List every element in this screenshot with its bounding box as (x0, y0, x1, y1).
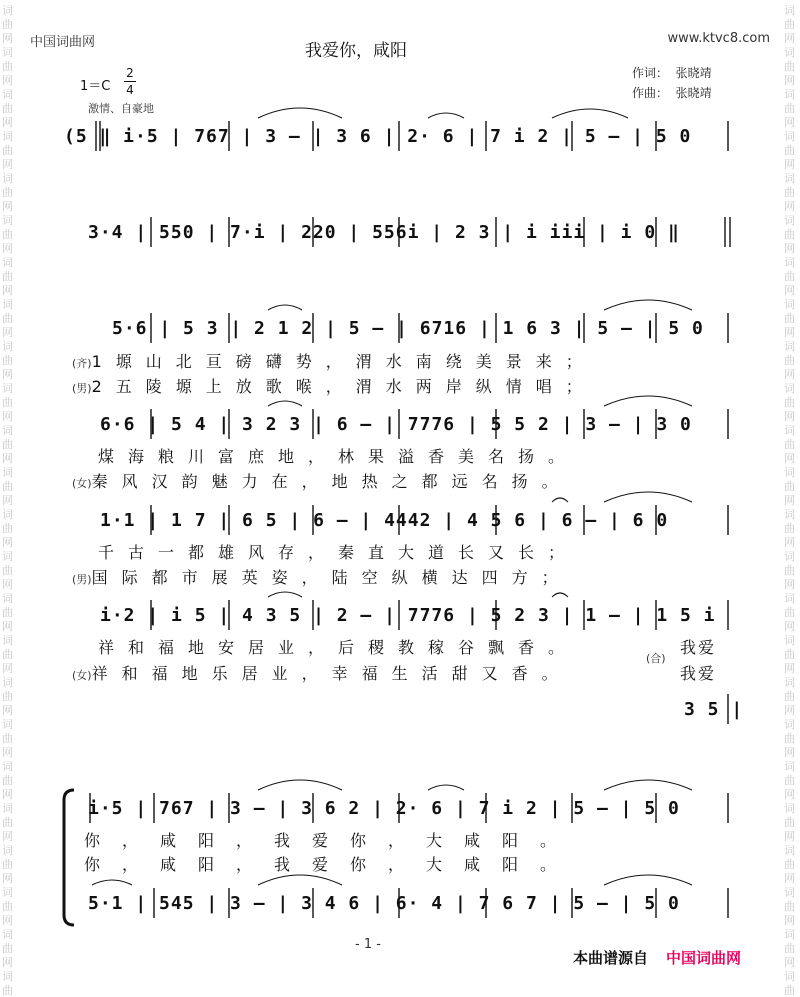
watermark-char: 词 (2, 382, 13, 395)
watermark-char: 曲 (784, 774, 795, 787)
watermark-char: 曲 (2, 18, 13, 31)
watermark-char: 词 (2, 340, 13, 353)
watermark-char: 词 (784, 970, 795, 983)
watermark-char: 网 (784, 74, 795, 87)
notation-row-8: i·5 | 767 | 3 – | 3 6 2 | 2· 6 | 7 i 2 | 5 – | 5 0 (88, 798, 680, 819)
watermark-char: 词 (784, 214, 795, 227)
watermark-char: 词 (784, 634, 795, 647)
watermark-char: 曲 (784, 690, 795, 703)
watermark-char: 网 (2, 788, 13, 801)
notation-row-9: 5·1 | 545 | 3 – | 3 4 6 | 6· 4 | 7 6 7 | 5 – | 5 0 (88, 893, 680, 914)
lyric-line: 你，咸阳，我爱你，大咸阳。 (84, 855, 579, 874)
watermark-char: 词 (784, 424, 795, 437)
watermark-char: 词 (2, 46, 13, 59)
watermark-char: 网 (784, 704, 795, 717)
watermark-char: 网 (2, 620, 13, 633)
tempo-marking: 激情、自豪地 (88, 102, 154, 115)
watermark-char: 网 (2, 494, 13, 507)
watermark-char: 曲 (784, 564, 795, 577)
notation-row-3: 5·6 | 5 3 | 2 1 2 | 5 – | 6716 | 1 6 3 | 5 – | 5 0 (112, 318, 704, 339)
watermark-char: 词 (784, 88, 795, 101)
watermark-char: 词 (784, 46, 795, 59)
source-credit: 本曲谱源自 中国词曲网 (573, 949, 742, 967)
watermark-char: 网 (784, 662, 795, 675)
watermark-char: 词 (784, 550, 795, 563)
lyric-line: (男)2五陵塬上放歌喉，渭水两岸纵情唱； (72, 377, 596, 396)
watermark-char: 网 (2, 956, 13, 969)
watermark-char: 词 (784, 466, 795, 479)
watermark-char: 词 (2, 802, 13, 815)
lyric-line: (女)祥和福地乐居业，幸福生活甜又香。 (72, 664, 572, 683)
watermark-char: 词 (784, 256, 795, 269)
watermark-char: 网 (784, 32, 795, 45)
watermark-char: 曲 (784, 438, 795, 451)
watermark-char: 网 (2, 452, 13, 465)
watermark-char: 词 (784, 508, 795, 521)
watermark-char: 词 (784, 130, 795, 143)
watermark-char: 网 (784, 158, 795, 171)
watermark-char: 曲 (2, 522, 13, 535)
watermark-char: 曲 (784, 480, 795, 493)
watermark-char: 网 (2, 116, 13, 129)
watermark-char: 网 (784, 830, 795, 843)
watermark-char: 词 (784, 592, 795, 605)
watermark-char: 词 (2, 88, 13, 101)
song-title: 我爱你，咸阳 (305, 41, 407, 61)
lyric-line: (男)国际都市展英姿，陆空纵横达四方； (72, 568, 572, 587)
watermark-char: 曲 (784, 228, 795, 241)
watermark-char: 网 (784, 536, 795, 549)
watermark-char: 曲 (2, 102, 13, 115)
watermark-char: 曲 (2, 984, 13, 997)
watermark-char: 网 (784, 284, 795, 297)
watermark-char: 网 (2, 410, 13, 423)
watermark-char: 曲 (784, 942, 795, 955)
watermark-char: 网 (2, 242, 13, 255)
notation-row-5: 1·1 | 1 7 | 6 5 | 6 – | 4442 | 4 5 6 | 6 – | 6 0 (100, 510, 669, 531)
watermark-char: 网 (2, 74, 13, 87)
composer-credit: 作曲： 张晓靖 (632, 86, 712, 100)
watermark-char: 曲 (784, 354, 795, 367)
lyric-tail: 我爱 (680, 638, 717, 657)
watermark-char: 曲 (2, 312, 13, 325)
watermark-char: 词 (2, 970, 13, 983)
watermark-char: 曲 (2, 858, 13, 871)
watermark-char: 词 (2, 130, 13, 143)
watermark-char: 词 (784, 886, 795, 899)
watermark-char: 词 (2, 172, 13, 185)
watermark-char: 曲 (784, 186, 795, 199)
key-signature: 1＝C (80, 79, 111, 94)
watermark-char: 词 (2, 928, 13, 941)
watermark-char: 曲 (784, 312, 795, 325)
watermark-char: 词 (2, 676, 13, 689)
watermark-char: 网 (2, 830, 13, 843)
watermark-char: 词 (784, 844, 795, 857)
watermark-char: 曲 (784, 60, 795, 73)
watermark-char: 网 (784, 242, 795, 255)
watermark-char: 曲 (784, 984, 795, 997)
lyric-line: (女)秦风汉韵魅力在，地热之都远名扬。 (72, 472, 572, 491)
watermark-char: 曲 (784, 858, 795, 871)
watermark-char: 曲 (2, 438, 13, 451)
notation-row-7: 3 5 | (684, 699, 744, 720)
watermark-char: 网 (2, 578, 13, 591)
watermark-char: 曲 (2, 60, 13, 73)
lyric-tail: 我爱 (680, 664, 717, 683)
watermark-char: 曲 (784, 522, 795, 535)
site-url: www.ktvc8.com (667, 31, 770, 46)
watermark-char: 曲 (784, 396, 795, 409)
watermark-char: 网 (2, 914, 13, 927)
watermark-char: 曲 (2, 732, 13, 745)
watermark-char: 曲 (784, 648, 795, 661)
watermark-char: 词 (2, 550, 13, 563)
watermark-char: 网 (2, 326, 13, 339)
watermark-char: 词 (2, 298, 13, 311)
watermark-char: 曲 (784, 900, 795, 913)
watermark-char: 曲 (2, 816, 13, 829)
watermark-char: 曲 (784, 102, 795, 115)
watermark-char: 词 (2, 760, 13, 773)
watermark-char: 曲 (2, 480, 13, 493)
watermark-char: 曲 (2, 942, 13, 955)
watermark-char: 词 (784, 4, 795, 17)
watermark-char: 词 (2, 508, 13, 521)
watermark-char: 网 (784, 914, 795, 927)
watermark-char: 词 (784, 382, 795, 395)
watermark-char: 曲 (2, 396, 13, 409)
watermark-char: 词 (784, 340, 795, 353)
watermark-char: 曲 (784, 18, 795, 31)
watermark-char: 网 (784, 620, 795, 633)
watermark-char: 词 (2, 424, 13, 437)
notation-row-6: i·2 | i 5 | 4 3 5 | 2 – | 7776 | 5 2 3 | 1 – | 1 5 i (100, 605, 716, 626)
watermark-char: 词 (784, 298, 795, 311)
watermark-char: 曲 (2, 774, 13, 787)
watermark-char: 曲 (2, 270, 13, 283)
watermark-char: 网 (2, 158, 13, 171)
watermark-char: 网 (784, 410, 795, 423)
watermark-char: 网 (784, 326, 795, 339)
watermark-char: 词 (784, 718, 795, 731)
watermark-char: 词 (2, 718, 13, 731)
watermark-char: 词 (2, 634, 13, 647)
watermark-char: 曲 (784, 732, 795, 745)
notation-row-4: 6·6 | 5 4 | 3 2 3 | 6 – | 7776 | 5 5 2 | 3 – | 3 0 (100, 414, 692, 435)
watermark-char: 曲 (784, 144, 795, 157)
watermark-char: 网 (784, 368, 795, 381)
watermark-char: 曲 (784, 606, 795, 619)
watermark-char: 网 (2, 536, 13, 549)
watermark-char: 曲 (2, 690, 13, 703)
watermark-char: 词 (2, 592, 13, 605)
lyric-line: 祥和福地安居业，后稷教稼谷飘香。 (98, 638, 579, 657)
watermark-char: 网 (2, 368, 13, 381)
watermark-char: 曲 (2, 900, 13, 913)
watermark-char: 网 (784, 452, 795, 465)
watermark-char: 网 (2, 284, 13, 297)
watermark-char: 曲 (784, 270, 795, 283)
watermark-char: 网 (784, 494, 795, 507)
watermark-char: 词 (2, 256, 13, 269)
watermark-char: 曲 (2, 354, 13, 367)
lyricist-credit: 作词： 张晓靖 (632, 66, 712, 80)
watermark-char: 词 (2, 4, 13, 17)
watermark-char: 网 (2, 704, 13, 717)
watermark-char: 网 (784, 788, 795, 801)
watermark-char: 曲 (2, 228, 13, 241)
watermark-char: 网 (784, 956, 795, 969)
watermark-char: 网 (2, 200, 13, 213)
page-number: - 1 - (355, 937, 381, 952)
watermark-char: 词 (2, 466, 13, 479)
watermark-char: 网 (784, 746, 795, 759)
lyric-line: (齐)1塬山北亘磅礴势，渭水南绕美景来； (72, 352, 596, 371)
watermark-char: 网 (2, 746, 13, 759)
watermark-char: 词 (784, 802, 795, 815)
watermark-char: 网 (2, 32, 13, 45)
watermark-char: 网 (2, 872, 13, 885)
time-signature: 2 4 (124, 66, 136, 97)
watermark-char: 曲 (784, 816, 795, 829)
lyric-line: 煤海粮川富庶地，林果溢香美名扬。 (98, 447, 579, 466)
watermark-char: 网 (784, 200, 795, 213)
watermark-char: 词 (2, 214, 13, 227)
watermark-char: 网 (784, 872, 795, 885)
watermark-char: 词 (784, 172, 795, 185)
watermark-char: 词 (784, 760, 795, 773)
lyric-role: (合) (646, 652, 666, 665)
notation-row-1: (5 ‖ i·5 | 767 | 3 – | 3 6 | 2· 6 | 7 i 2 | 5 – | 5 0 (64, 126, 692, 147)
watermark-char: 曲 (2, 648, 13, 661)
watermark-char: 词 (2, 886, 13, 899)
watermark-char: 词 (2, 844, 13, 857)
watermark-char: 网 (2, 662, 13, 675)
lyric-line: 千古一都雄风存，秦直大道长又长； (98, 543, 579, 562)
watermark-char: 网 (784, 116, 795, 129)
watermark-char: 曲 (2, 564, 13, 577)
lyric-line: 你，咸阳，我爱你，大咸阳。 (84, 831, 579, 850)
watermark-char: 词 (784, 928, 795, 941)
site-name: 中国词曲网 (30, 35, 96, 50)
watermark-char: 词 (784, 676, 795, 689)
watermark-char: 曲 (2, 186, 13, 199)
watermark-char: 网 (784, 578, 795, 591)
watermark-char: 曲 (2, 144, 13, 157)
watermark-char: 曲 (2, 606, 13, 619)
notation-row-2: 3·4 | 550 | 7·i | 220 | 556i | 2 3 | i iii | i 0 ‖ (88, 222, 680, 243)
